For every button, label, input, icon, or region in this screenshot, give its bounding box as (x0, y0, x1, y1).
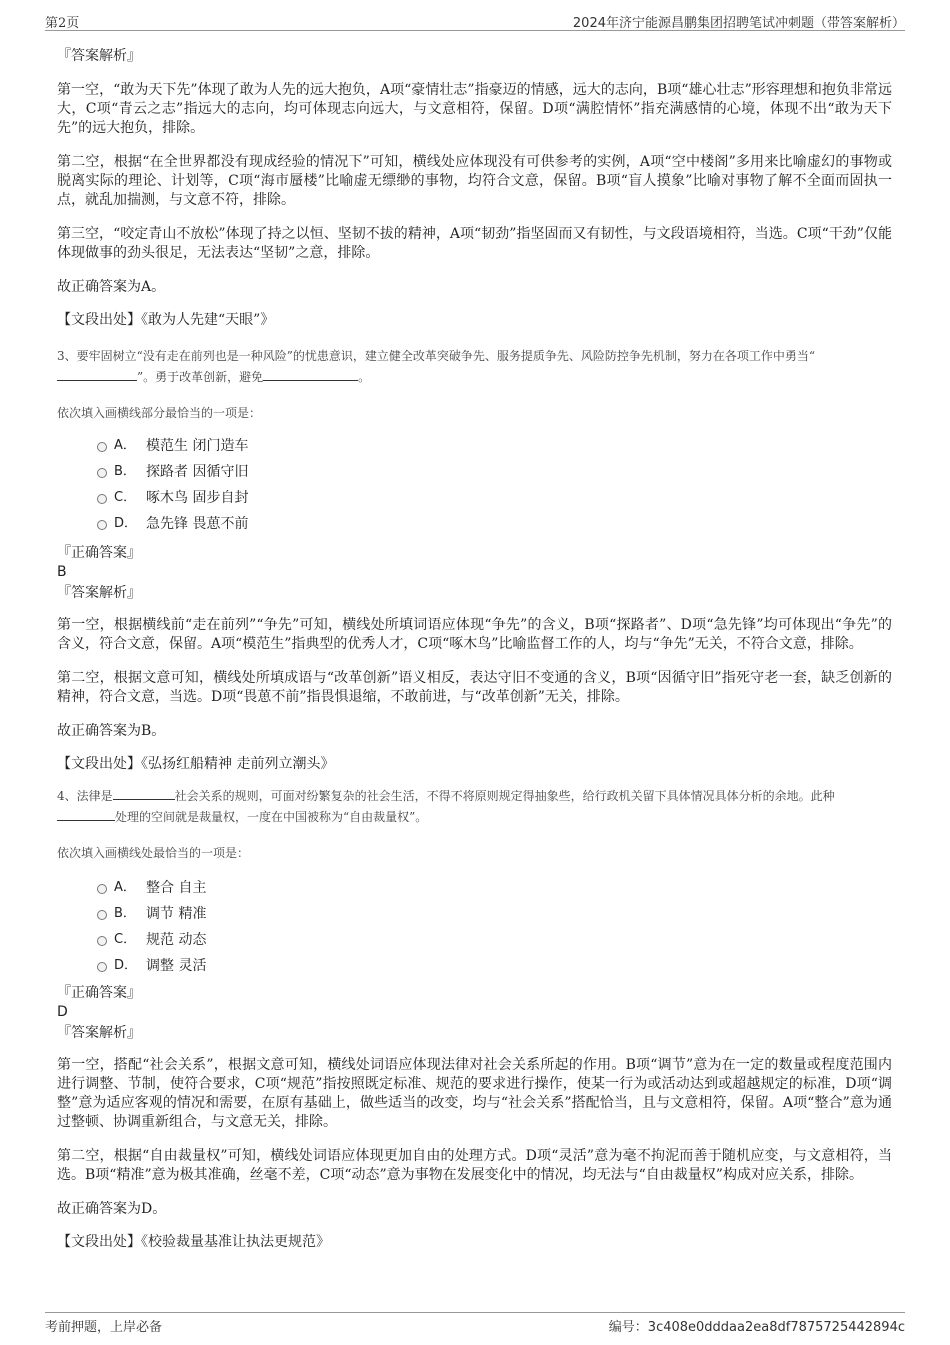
option-letter: B． (114, 906, 136, 921)
conclusion: 故正确答案为D。 (57, 1201, 167, 1217)
question-text: 。 (358, 370, 371, 384)
radio-button[interactable] (97, 520, 107, 530)
option-a[interactable] (97, 875, 892, 901)
analysis-tag: 『答案解析』 (57, 1025, 141, 1041)
question-text: 社会关系的规则，可面对纷繁复杂的社会生活，不得不将原则规定得抽象些，给行政机关留下具体情况具体分析的余地。此种 (174, 789, 835, 803)
correct-answer: B (57, 564, 67, 580)
radio-button[interactable] (97, 442, 107, 452)
question-text: 4、法律是 (57, 789, 113, 803)
question-3-stem (57, 346, 892, 388)
document-id (609, 1316, 905, 1335)
option-b[interactable] (97, 901, 892, 927)
question-prompt: 依次填入画横线处最恰当的一项是： (57, 846, 250, 860)
document-body (57, 40, 892, 1252)
radio-button[interactable] (97, 884, 107, 894)
question-4-stem (57, 786, 892, 828)
analysis-paragraph: 第二空，根据文意可知，横线处所填成语与“改革创新”语义相反，表达守旧不变通的含义，B项“因循守旧”指死守老一套，缺乏创新的精神，符合文意，当选。D项“畏葸不前”指畏惧退缩，不敢前进，与“改革创新”无关，排除。 (57, 670, 892, 705)
option-letter: B． (114, 464, 136, 479)
option-text: 规范 动态 (146, 932, 207, 948)
source-citation: 【文段出处】《校验裁量基准让执法更规范》 (57, 1234, 330, 1250)
options-list (97, 433, 892, 537)
fill-blank (57, 368, 137, 381)
source-citation: 【文段出处】《弘扬红船精神 走前列立潮头》 (57, 756, 335, 772)
source-citation: 【文段出处】《敢为人先建“天眼”》 (57, 312, 275, 328)
conclusion: 故正确答案为A。 (57, 279, 166, 295)
option-letter: A． (114, 438, 136, 453)
radio-button[interactable] (97, 962, 107, 972)
document-id-value: 3c408e0dddaa2ea8df7875725442894c (647, 1320, 905, 1335)
analysis-tag: 『答案解析』 (57, 48, 141, 64)
analysis-paragraph: 第一空，根据横线前“走在前列”“争先”可知，横线处所填词语应体现“争先”的含义，B项“探路者”、D项“急先锋”均可体现出“争先”的含义，符合文意，保留。A项“模范生”指典型的优秀人才，C项“啄木鸟”比喻监督工作的人，均与“争先”无关，不符合文意，排除。 (57, 617, 892, 652)
option-c[interactable] (97, 485, 892, 511)
fill-blank (263, 368, 358, 381)
fill-blank (57, 808, 115, 821)
option-b[interactable] (97, 459, 892, 485)
option-d[interactable] (97, 953, 892, 979)
analysis-paragraph: 第二空，根据“自由裁量权”可知，横线处词语应体现更加自由的处理方式。D项“灵活”意为毫不拘泥而善于随机应变，与文意相符，当选。B项“精准”意为极其准确，丝毫不差，C项“动态”意为事物在发展变化中的情况，均无法与“自由裁量权”构成对应关系，排除。 (57, 1148, 892, 1183)
question-text: 处理的空间就是裁量权，一度在中国被称为“自由裁量权”。 (115, 810, 428, 824)
option-text: 调节 精准 (146, 906, 207, 922)
option-a[interactable] (97, 433, 892, 459)
analysis-paragraph: 第三空，“咬定青山不放松”体现了持之以恒、坚韧不拔的精神，A项“韧劲”指坚固而又有韧性，与文段语境相符，当选。C项“干劲”仅能体现做事的劲头很足，无法表达“坚韧”之意，排除。 (57, 226, 892, 261)
option-c[interactable] (97, 927, 892, 953)
option-text: 啄木鸟 固步自封 (146, 490, 249, 506)
document-id-label: 编号： (608, 1320, 648, 1335)
fill-blank (113, 787, 175, 800)
option-text: 急先锋 畏葸不前 (146, 516, 249, 532)
question-text: 3、要牢固树立“没有走在前列也是一种风险”的忧患意识，建立健全改革突破争先、服务提质争先、风险防控争先机制，努力在各项工作中勇当“ (57, 349, 816, 363)
page-number: 第2页 (45, 16, 80, 31)
option-text: 调整 灵活 (146, 958, 207, 974)
option-text: 整合 自主 (146, 880, 207, 896)
options-list (97, 875, 892, 979)
correct-answer-tag: 『正确答案』 (57, 545, 141, 561)
conclusion: 故正确答案为B。 (57, 723, 166, 739)
option-d[interactable] (97, 511, 892, 537)
option-letter: D． (114, 516, 138, 531)
question-text: ”。勇于改革创新，避免 (137, 370, 264, 384)
footer-slogan: 考前押题，上岸必备 (45, 1320, 163, 1335)
analysis-paragraph: 第一空，“敢为天下先”体现了敢为人先的远大抱负，A项“豪情壮志”指豪迈的情感，远大的志向，B项“雄心壮志”形容理想和抱负非常远大，C项“青云之志”指远大的志向，均可体现志向远大，与文意相符，保留。D项“满腔情怀”指充满感情的心境，体现不出“敢为天下先”的远大抱负，排除。 (57, 82, 892, 136)
analysis-paragraph: 第二空，根据“在全世界都没有现成经验的情况下”可知，横线处应体现没有可供参考的实例，A项“空中楼阁”多用来比喻虚幻的事物或脱离实际的理论、计划等，C项“海市蜃楼”比喻虚无缥缈的事物，均符合文意，保留。B项“盲人摸象”比喻对事物了解不全面而固执一点，就乱加揣测，与文意不符，排除。 (57, 154, 892, 208)
radio-button[interactable] (97, 468, 107, 478)
option-letter: C． (114, 932, 137, 947)
option-letter: D． (114, 958, 138, 973)
correct-answer-tag: 『正确答案』 (57, 985, 141, 1001)
analysis-tag: 『答案解析』 (57, 585, 141, 601)
correct-answer: D (57, 1004, 68, 1020)
question-prompt: 依次填入画横线部分最恰当的一项是： (57, 406, 262, 420)
analysis-paragraph: 第一空，搭配“社会关系”，根据文意可知，横线处词语应体现法律对社会关系所起的作用。B项“调节”意为在一定的数量或程度范围内进行调整、节制，使符合要求，C项“规范”指按照既定标准、规范的要求进行操作，使某一行为或活动达到或超越规定的标准，D项“调整”意为适应客观的情况和需要，在原有基础上，做些适当的改变，均与“社会关系”搭配恰当，且与文意相符，保留。A项“整合”意为通过整顿、协调重新组合，与文意无关，排除。 (57, 1057, 892, 1130)
radio-button[interactable] (97, 494, 107, 504)
page-header (45, 8, 905, 31)
option-text: 探路者 因循守旧 (146, 464, 249, 480)
option-letter: C． (114, 490, 137, 505)
option-text: 模范生 闭门造车 (146, 438, 249, 454)
page-footer (45, 1312, 905, 1335)
document-title: 2024年济宁能源昌鹏集团招聘笔试冲刺题（带答案解析） (572, 16, 905, 31)
radio-button[interactable] (97, 936, 107, 946)
option-letter: A． (114, 880, 136, 895)
radio-button[interactable] (97, 910, 107, 920)
